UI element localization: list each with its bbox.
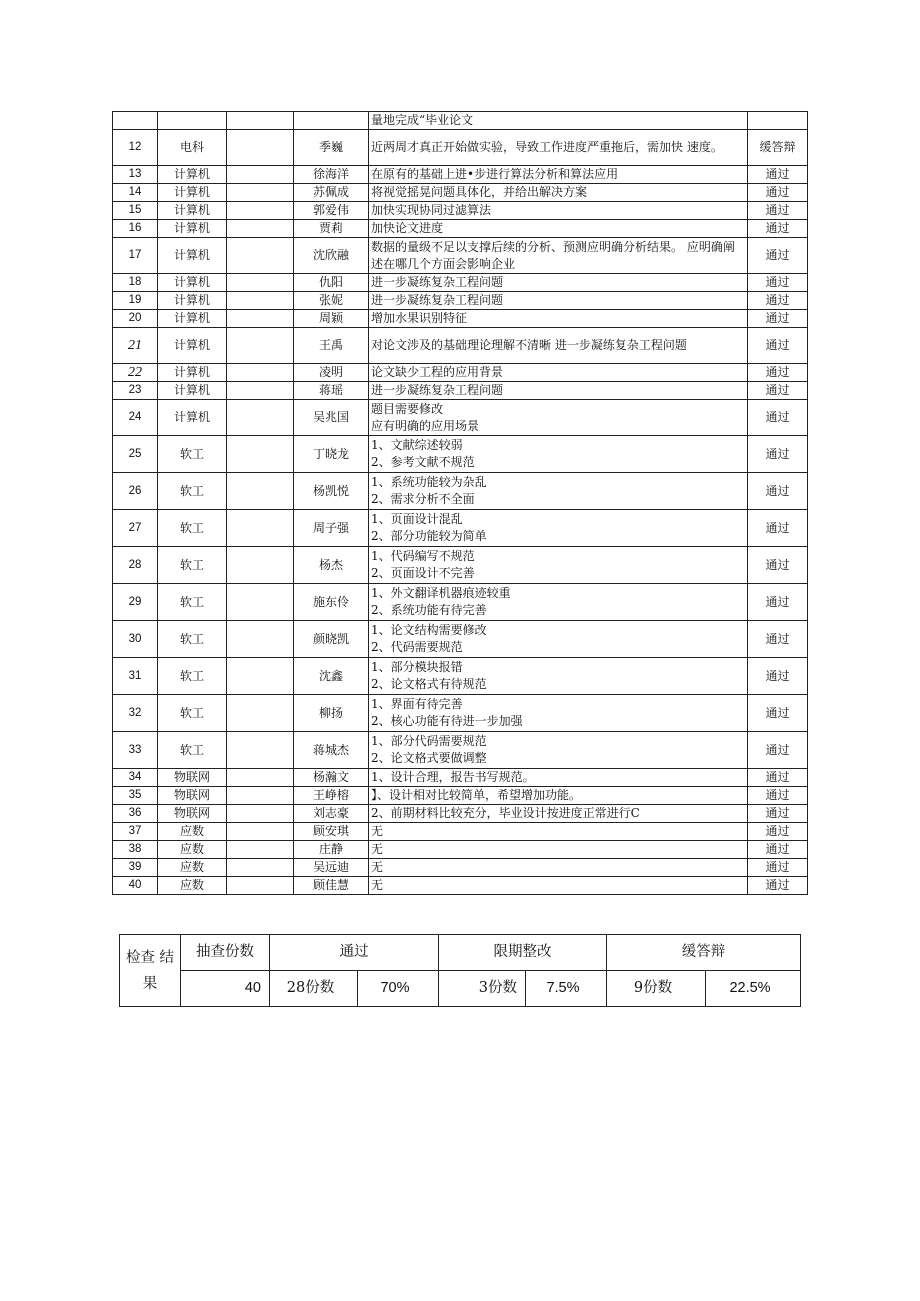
review-comment	[369, 400, 748, 436]
blank-cell	[227, 184, 294, 202]
comment-line: 1、设计合理，报告书写规范。	[371, 770, 535, 784]
major-cell: 计算机	[158, 184, 227, 202]
result-cell: 通过	[748, 220, 808, 238]
student-name: 贾莉	[294, 220, 369, 238]
student-name: 顾安琪	[294, 823, 369, 841]
review-comment	[369, 695, 748, 732]
blank-cell	[227, 328, 294, 364]
comment-line: 进一步凝练复杂工程问题	[371, 293, 504, 307]
revise-percent: 7.5%	[526, 971, 607, 1007]
blank-cell	[227, 292, 294, 310]
comment-line: 2、页面设计不完善	[371, 566, 475, 580]
table-row	[113, 547, 808, 584]
student-name: 施东伶	[294, 584, 369, 621]
blank-cell	[227, 202, 294, 220]
result-cell: 通过	[748, 473, 808, 510]
review-comment	[369, 202, 748, 220]
comment-line: 进一步凝练复杂工程问题	[371, 275, 504, 289]
row-number: 29	[113, 584, 158, 621]
table-row	[113, 184, 808, 202]
table-row	[113, 787, 808, 805]
review-comment	[369, 621, 748, 658]
table-row	[113, 877, 808, 895]
student-name: 苏佩成	[294, 184, 369, 202]
row-number: 30	[113, 621, 158, 658]
major-cell: 计算机	[158, 202, 227, 220]
row-number: 31	[113, 658, 158, 695]
major-cell: 应数	[158, 841, 227, 859]
pass-percent: 70%	[358, 971, 439, 1007]
student-name: 周子强	[294, 510, 369, 547]
major-cell: 计算机	[158, 238, 227, 274]
comment-line: 加快实现协同过滤算法	[371, 203, 492, 217]
comment-line: 】、设计相对比较简单，希望增加功能。	[371, 788, 582, 802]
review-comment	[369, 292, 748, 310]
table-row	[113, 202, 808, 220]
result-cell: 通过	[748, 510, 808, 547]
row-number: 22	[113, 364, 158, 382]
blank-cell	[227, 166, 294, 184]
blank-cell	[227, 877, 294, 895]
result-cell: 通过	[748, 584, 808, 621]
comment-line: 无	[371, 860, 384, 874]
table-row	[113, 584, 808, 621]
table-row	[113, 112, 808, 130]
major-cell: 软工	[158, 510, 227, 547]
row-number: 33	[113, 732, 158, 769]
major-cell: 计算机	[158, 166, 227, 184]
review-comment	[369, 310, 748, 328]
result-cell: 通过	[748, 274, 808, 292]
review-comment	[369, 510, 748, 547]
review-comment	[369, 130, 748, 166]
student-name: 徐海洋	[294, 166, 369, 184]
review-comment	[369, 220, 748, 238]
review-comment	[369, 238, 748, 274]
major-cell: 计算机	[158, 292, 227, 310]
blank-cell	[227, 400, 294, 436]
result-cell: 通过	[748, 695, 808, 732]
defer-count: 9份数	[607, 971, 706, 1007]
table-row	[113, 220, 808, 238]
review-comment	[369, 382, 748, 400]
major-cell: 软工	[158, 473, 227, 510]
blank-cell	[227, 510, 294, 547]
sampled-header: 抽查份数	[181, 935, 270, 971]
comment-line: 2、部分功能较为简单	[371, 529, 487, 543]
review-comment	[369, 184, 748, 202]
blank-cell	[227, 112, 294, 130]
major-cell: 计算机	[158, 400, 227, 436]
review-comment	[369, 732, 748, 769]
comment-line: 1、外文翻译机器痕迹较重	[371, 586, 511, 600]
result-cell: 通过	[748, 184, 808, 202]
table-row	[113, 274, 808, 292]
major-cell: 应数	[158, 859, 227, 877]
review-comment	[369, 436, 748, 473]
row-number: 40	[113, 877, 158, 895]
row-number: 36	[113, 805, 158, 823]
major-cell: 软工	[158, 658, 227, 695]
result-cell: 通过	[748, 166, 808, 184]
blank-cell	[227, 805, 294, 823]
result-cell: 通过	[748, 292, 808, 310]
table-row	[113, 695, 808, 732]
blank-cell	[227, 621, 294, 658]
result-cell: 通过	[748, 364, 808, 382]
major-cell: 软工	[158, 695, 227, 732]
row-number: 16	[113, 220, 158, 238]
blank-cell	[227, 220, 294, 238]
row-number: 35	[113, 787, 158, 805]
result-cell: 通过	[748, 547, 808, 584]
result-cell: 通过	[748, 436, 808, 473]
comment-line: 题目需要修改	[371, 401, 444, 416]
major-cell: 应数	[158, 823, 227, 841]
student-name: 仇阳	[294, 274, 369, 292]
table-row	[113, 310, 808, 328]
comment-line: 无	[371, 824, 384, 838]
review-comment	[369, 787, 748, 805]
major-cell: 应数	[158, 877, 227, 895]
row-number: 18	[113, 274, 158, 292]
result-cell: 通过	[748, 382, 808, 400]
student-name: 庄静	[294, 841, 369, 859]
comment-line: 1、界面有待完善	[371, 697, 463, 711]
result-cell: 通过	[748, 310, 808, 328]
review-comment	[369, 805, 748, 823]
student-name: 丁晓龙	[294, 436, 369, 473]
row-number: 17	[113, 238, 158, 274]
result-cell: 通过	[748, 202, 808, 220]
comment-line: 无	[371, 878, 384, 892]
row-number: 19	[113, 292, 158, 310]
comment-line: 2、论文格式要做调整	[371, 751, 487, 765]
row-number: 27	[113, 510, 158, 547]
review-comment	[369, 584, 748, 621]
student-name: 杨杰	[294, 547, 369, 584]
table-row	[113, 130, 808, 166]
sampled-value: 40	[181, 971, 270, 1007]
comment-line: 2、参考文献不规范	[371, 455, 475, 469]
comment-line: 2、系统功能有待完善	[371, 603, 487, 617]
table-row	[113, 769, 808, 787]
defer-header: 缓答辩	[607, 935, 801, 971]
review-comment	[369, 658, 748, 695]
student-name: 柳扬	[294, 695, 369, 732]
table-row	[113, 823, 808, 841]
result-cell: 通过	[748, 658, 808, 695]
row-number: 28	[113, 547, 158, 584]
review-comment	[369, 473, 748, 510]
table-row	[113, 621, 808, 658]
comment-line: 1、部分代码需要规范	[371, 734, 487, 748]
student-name: 沈欣融	[294, 238, 369, 274]
row-number: 24	[113, 400, 158, 436]
major-cell: 计算机	[158, 382, 227, 400]
table-row	[113, 400, 808, 436]
student-name: 王禹	[294, 328, 369, 364]
blank-cell	[227, 823, 294, 841]
result-cell: 通过	[748, 877, 808, 895]
student-name: 杨凯悦	[294, 473, 369, 510]
blank-cell	[227, 130, 294, 166]
blank-cell	[227, 584, 294, 621]
blank-cell	[227, 787, 294, 805]
review-comment	[369, 823, 748, 841]
defer-percent: 22.5%	[706, 971, 801, 1007]
student-name: 周颖	[294, 310, 369, 328]
blank-cell	[227, 436, 294, 473]
student-name: 郭爱伟	[294, 202, 369, 220]
major-cell: 软工	[158, 732, 227, 769]
table-row	[113, 841, 808, 859]
row-number: 34	[113, 769, 158, 787]
row-number: 13	[113, 166, 158, 184]
review-comment	[369, 841, 748, 859]
table-row	[113, 328, 808, 364]
comment-line: 1、论文结构需要修改	[371, 623, 487, 637]
row-number: 14	[113, 184, 158, 202]
student-name: 颜晓凯	[294, 621, 369, 658]
review-comment	[369, 112, 748, 130]
comment-line: 1、文献综述较弱	[371, 438, 463, 452]
blank-cell	[227, 382, 294, 400]
review-table-body	[113, 112, 808, 895]
row-number: 15	[113, 202, 158, 220]
table-row	[113, 805, 808, 823]
comment-line: 对论文涉及的基础理论理解不清晰 进一步凝练复杂工程问题	[371, 338, 687, 352]
row-number: 21	[113, 328, 158, 364]
major-cell: 计算机	[158, 364, 227, 382]
row-number	[113, 112, 158, 130]
student-name: 凌明	[294, 364, 369, 382]
review-comment	[369, 877, 748, 895]
table-row	[113, 238, 808, 274]
review-comment	[369, 547, 748, 584]
student-name: 杨瀚文	[294, 769, 369, 787]
blank-cell	[227, 859, 294, 877]
major-cell: 电科	[158, 130, 227, 166]
major-cell: 软工	[158, 584, 227, 621]
table-row	[113, 166, 808, 184]
blank-cell	[227, 547, 294, 584]
major-cell: 计算机	[158, 310, 227, 328]
result-cell: 通过	[748, 787, 808, 805]
comment-line: 1、页面设计混乱	[371, 512, 463, 526]
row-number: 39	[113, 859, 158, 877]
row-number: 26	[113, 473, 158, 510]
result-cell: 通过	[748, 841, 808, 859]
major-cell	[158, 112, 227, 130]
result-cell: 通过	[748, 328, 808, 364]
review-comment	[369, 364, 748, 382]
review-table	[112, 111, 808, 895]
revise-header: 限期整改	[439, 935, 607, 971]
blank-cell	[227, 238, 294, 274]
result-cell: 通过	[748, 621, 808, 658]
major-cell: 软工	[158, 436, 227, 473]
blank-cell	[227, 364, 294, 382]
result-cell: 通过	[748, 732, 808, 769]
row-number: 37	[113, 823, 158, 841]
result-cell: 通过	[748, 238, 808, 274]
summary-table	[119, 934, 801, 1007]
result-cell: 通过	[748, 400, 808, 436]
major-cell: 计算机	[158, 328, 227, 364]
row-number: 23	[113, 382, 158, 400]
blank-cell	[227, 769, 294, 787]
summary-label: 检查 结果	[120, 935, 181, 1007]
student-name: 吴远迪	[294, 859, 369, 877]
blank-cell	[227, 841, 294, 859]
revise-count: 3份数	[439, 971, 526, 1007]
major-cell: 物联网	[158, 769, 227, 787]
comment-line: 1、部分模块报错	[371, 660, 463, 674]
result-cell: 通过	[748, 805, 808, 823]
pass-header: 通过	[270, 935, 439, 971]
blank-cell	[227, 695, 294, 732]
row-number: 25	[113, 436, 158, 473]
major-cell: 软工	[158, 547, 227, 584]
blank-cell	[227, 732, 294, 769]
comment-line: 2、论文格式有待规范	[371, 677, 487, 691]
review-comment	[369, 274, 748, 292]
result-cell: 通过	[748, 823, 808, 841]
row-number: 38	[113, 841, 158, 859]
comment-line: 加快论文进度	[371, 221, 444, 235]
major-cell: 计算机	[158, 220, 227, 238]
student-name	[294, 112, 369, 130]
comment-line: 2、代码需要规范	[371, 640, 463, 654]
comment-line: 进一步凝练复杂工程问题	[371, 383, 504, 397]
comment-line: 2、需求分析不全面	[371, 492, 475, 506]
table-row	[113, 510, 808, 547]
comment-line: 量地完成“毕业论文	[371, 113, 474, 127]
blank-cell	[227, 274, 294, 292]
student-name: 蒋瑶	[294, 382, 369, 400]
comment-line: 1、系统功能较为杂乱	[371, 475, 487, 489]
table-row	[113, 364, 808, 382]
student-name: 顾佳慧	[294, 877, 369, 895]
table-row	[113, 658, 808, 695]
comment-line: 应有明确的应用场景	[371, 418, 480, 433]
comment-line: 在原有的基础上进•步进行算法分析和算法应用	[371, 167, 619, 181]
review-comment	[369, 328, 748, 364]
student-name: 沈鑫	[294, 658, 369, 695]
student-name: 吴兆国	[294, 400, 369, 436]
comment-line: 2、核心功能有待进一步加强	[371, 714, 523, 728]
row-number: 20	[113, 310, 158, 328]
result-cell	[748, 112, 808, 130]
blank-cell	[227, 473, 294, 510]
blank-cell	[227, 658, 294, 695]
pass-count: 28份数	[270, 971, 358, 1007]
review-comment	[369, 769, 748, 787]
student-name: 王峥榕	[294, 787, 369, 805]
major-cell: 物联网	[158, 787, 227, 805]
comment-line: 数据的量级不足以支撑后续的分析、预测应明确分析结果。 应明确阐述在哪几个方面会影响企业	[371, 239, 735, 271]
student-name: 张妮	[294, 292, 369, 310]
table-row	[113, 382, 808, 400]
result-cell: 缓答辩	[748, 130, 808, 166]
table-row	[113, 436, 808, 473]
comment-line: 1、代码编写不规范	[371, 549, 475, 563]
major-cell: 计算机	[158, 274, 227, 292]
result-cell: 通过	[748, 769, 808, 787]
comment-line: 将视觉摇晃问题具体化，并给出解决方案	[371, 185, 588, 199]
table-row	[113, 859, 808, 877]
table-row	[113, 292, 808, 310]
comment-line: 近两周才真正开始做实验，导致工作进度严重拖后，需加快 速度。	[371, 140, 723, 154]
blank-cell	[227, 310, 294, 328]
review-comment	[369, 859, 748, 877]
major-cell: 软工	[158, 621, 227, 658]
table-row	[113, 473, 808, 510]
comment-line: 无	[371, 842, 384, 856]
major-cell: 物联网	[158, 805, 227, 823]
student-name: 刘志豪	[294, 805, 369, 823]
comment-line: 论文缺少工程的应用背景	[371, 365, 504, 379]
row-number: 12	[113, 130, 158, 166]
comment-line: 2、前期材料比较充分，毕业设计按进度正常进行C	[371, 806, 640, 820]
table-row	[113, 732, 808, 769]
result-cell: 通过	[748, 859, 808, 877]
row-number: 32	[113, 695, 158, 732]
review-comment	[369, 166, 748, 184]
student-name: 蒋城杰	[294, 732, 369, 769]
student-name: 季巍	[294, 130, 369, 166]
comment-line: 增加水果识别特征	[371, 311, 468, 325]
